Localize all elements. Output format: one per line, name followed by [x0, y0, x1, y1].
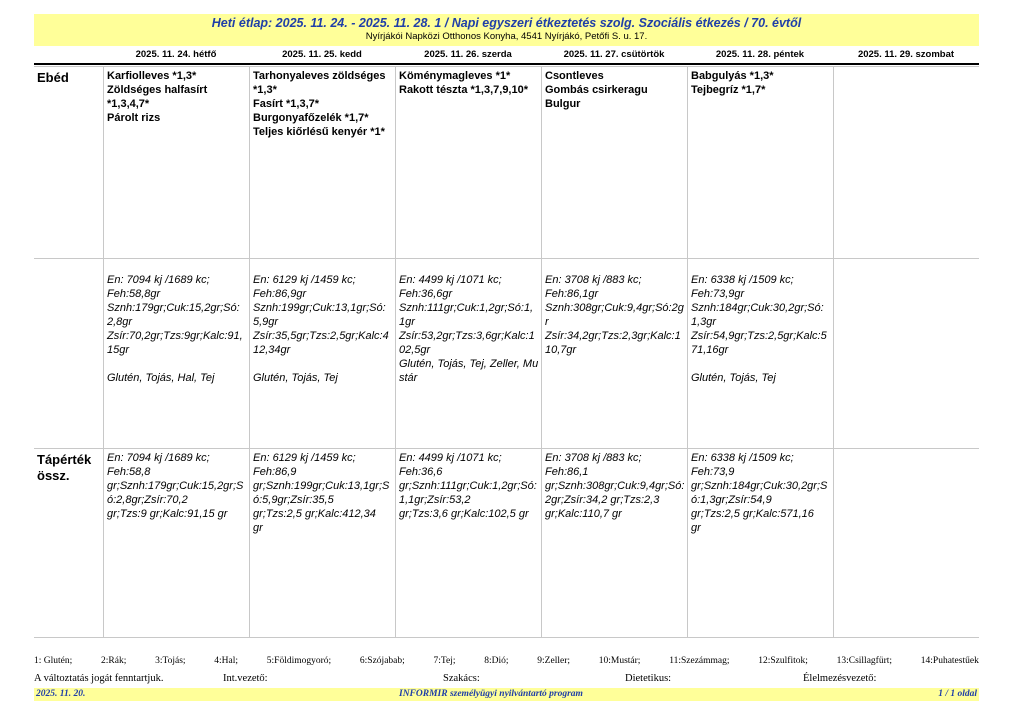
total-cell-saturday [833, 448, 979, 637]
footer-page: 1 / 1 oldal [938, 689, 977, 699]
menu-item: Babgulyás *1,3* [691, 70, 774, 82]
nutrition-text: En: 6338 kj /1509 kc; Feh:73,9gr Sznh:184gr;Cuk:30,2gr;Só:1,3gr Zsír:54,9gr;Tzs:2,5gr;Kalc:571,16gr Glutén, Tojás, Tej [691, 274, 827, 384]
nutrition-cell-tuesday [249, 258, 395, 448]
kitchen-address: Nyírjákói Napközi Otthonos Konyha, 4541 Nyírjákó, Petőfi S. u. 17. [365, 31, 648, 42]
menu-item: Tejbegríz *1,7* [691, 84, 766, 96]
total-text: En: 4499 kj /1071 kc; Feh:36,6 gr;Sznh:111gr;Cuk:1,2gr;Só:1,1gr;Zsír:53,2 gr;Tzs:3,6 gr;Kalc:102,5 gr [399, 452, 537, 520]
row-label-total: Tápérték össz. [34, 448, 103, 637]
allergen-item: 2:Rák; [101, 656, 127, 666]
lunch-cell-wednesday [395, 66, 541, 258]
day-header-tuesday: 2025. 11. 25. kedd [282, 49, 362, 60]
row-label-lunch: Ebéd [34, 66, 103, 258]
day-header-blank [34, 47, 103, 63]
day-header-friday: 2025. 11. 28. péntek [715, 49, 805, 60]
allergen-item: 12:Szulfitok; [758, 656, 808, 666]
allergen-item: 10:Mustár; [598, 656, 641, 666]
menu-item: Zöldséges halfasírt *1,3,4,7* [107, 84, 211, 110]
menu-item: Fasírt *1,3,7* [253, 98, 320, 110]
lunch-cell-thursday [541, 66, 687, 258]
day-header-monday: 2025. 11. 24. hétfő [135, 49, 217, 60]
allergen-item: 3:Tojás; [155, 656, 186, 666]
total-cell-tuesday [249, 448, 395, 637]
total-text: En: 7094 kj /1689 kc; Feh:58,8 gr;Sznh:179gr;Cuk:15,2gr;Só:2,8gr;Zsír:70,2 gr;Tzs:9 gr;Kalc:91,15 gr [107, 452, 244, 520]
footer-bar [34, 688, 979, 701]
nutrition-cell-thursday [541, 258, 687, 448]
total-text: En: 6338 kj /1509 kc; Feh:73,9 gr;Sznh:184gr;Cuk:30,2gr;Só:1,3gr;Zsír:54,9 gr;Tzs:2,5 gr;Kalc:571,16 gr [691, 452, 828, 534]
day-header-row [34, 47, 979, 65]
menu-item: Gombás csirkeragu [545, 84, 648, 96]
day-header-wednesday: 2025. 11. 26. szerda [424, 49, 512, 60]
menu-title: Heti étlap: 2025. 11. 24. - 2025. 11. 28. 1 / Napi egyszeri étkeztetés szolg. Szociális étkezés / 70. évtől [211, 16, 802, 30]
nutrition-cell-monday [103, 258, 249, 448]
allergen-item: 13:Csillagfürt; [836, 656, 893, 666]
allergen-item: 1: Glutén; [34, 656, 73, 666]
allergen-legend [34, 656, 979, 666]
menu-item: Tarhonyaleves zöldséges *1,3* [253, 70, 389, 96]
allergen-item: 4:Hal; [214, 656, 239, 666]
menu-table [34, 66, 979, 638]
menu-item: Bulgur [545, 98, 581, 110]
total-text: En: 3708 kj /883 kc; Feh:86,1 gr;Sznh:308gr;Cuk:9,4gr;Só:2gr;Zsír:34,2 gr;Tzs:2,3 gr;Kalc:110,7 gr [545, 452, 685, 520]
nutrition-text: En: 3708 kj /883 kc; Feh:86,1gr Sznh:308gr;Cuk:9,4gr;Só:2gr Zsír:34,2gr;Tzs:2,3gr;Kalc:110,7gr [545, 274, 684, 356]
total-cell-monday [103, 448, 249, 637]
signature-int-vezeto: Int.vezető: [223, 673, 268, 684]
total-cell-wednesday [395, 448, 541, 637]
day-header-saturday: 2025. 11. 29. szombat [857, 49, 955, 60]
total-text: En: 6129 kj /1459 kc; Feh:86,9 gr;Sznh:199gr;Cuk:13,1gr;Só:5,9gr;Zsír:35,5 gr;Tzs:2,5 gr;Kalc:412,34 gr [253, 452, 390, 534]
footer-date: 2025. 11. 20. [36, 689, 86, 699]
signature-elelmezesvezeto: Élelmezésvezető: [803, 673, 877, 684]
lunch-cell-saturday [833, 66, 979, 258]
allergen-item: 11:Szezámmag; [669, 656, 730, 666]
nutrition-text: En: 4499 kj /1071 kc; Feh:36,6gr Sznh:111gr;Cuk:1,2gr;Só:1,1gr Zsír:53,2gr;Tzs:3,6gr;Kalc:102,5gr Glutén, Tojás, Tej, Zeller, Mustár [399, 274, 539, 384]
menu-item: Csontleves [545, 70, 604, 82]
menu-item: Rakott tészta *1,3,7,9,10* [399, 84, 529, 96]
menu-item: Karfiolleves *1,3* [107, 70, 197, 82]
allergen-item: 14:Puhatestűek [920, 656, 979, 666]
menu-item: Teljes kiőrlésű kenyér *1* [253, 126, 385, 138]
nutrition-text: En: 7094 kj /1689 kc; Feh:58,8gr Sznh:179gr;Cuk:15,2gr;Só:2,8gr Zsír:70,2gr;Tzs:9gr;Kalc:91,15gr Glutén, Tojás, Hal, Tej [107, 274, 243, 384]
footer-program: INFORMIR személyügyi nyilvántartó program [399, 689, 583, 699]
total-cell-thursday [541, 448, 687, 637]
lunch-cell-friday [687, 66, 833, 258]
signature-dietetikus: Dietetikus: [625, 673, 672, 684]
menu-item: Burgonyafőzelék *1,7* [253, 112, 369, 124]
nutrition-cell-friday [687, 258, 833, 448]
nutrition-cell-saturday [833, 258, 979, 448]
nutrition-cell-wednesday [395, 258, 541, 448]
allergen-item: 6:Szójabab; [359, 656, 405, 666]
signature-szakacs: Szakács: [443, 673, 480, 684]
rights-reserved-text: A változtatás jogát fenntartjuk. [34, 673, 164, 684]
allergen-item: 5:Földimogyoró; [266, 656, 332, 666]
total-cell-friday [687, 448, 833, 637]
allergen-item: 9:Zeller; [537, 656, 571, 666]
day-header-thursday: 2025. 11. 27. csütörtök [563, 49, 665, 60]
nutrition-text: En: 6129 kj /1459 kc; Feh:86,9gr Sznh:199gr;Cuk:13,1gr;Só:5,9gr Zsír:35,5gr;Tzs:2,5gr;Kalc:412,34gr Glutén, Tojás, Tej [253, 274, 389, 384]
lunch-cell-monday [103, 66, 249, 258]
menu-header [34, 14, 979, 46]
menu-item: Párolt rizs [107, 112, 161, 124]
allergen-item: 8:Dió; [484, 656, 509, 666]
menu-item: Köménymagleves *1* [399, 70, 511, 82]
row-label-nutrition-blank [34, 258, 103, 448]
allergen-item: 7:Tej; [433, 656, 456, 666]
lunch-cell-tuesday [249, 66, 395, 258]
